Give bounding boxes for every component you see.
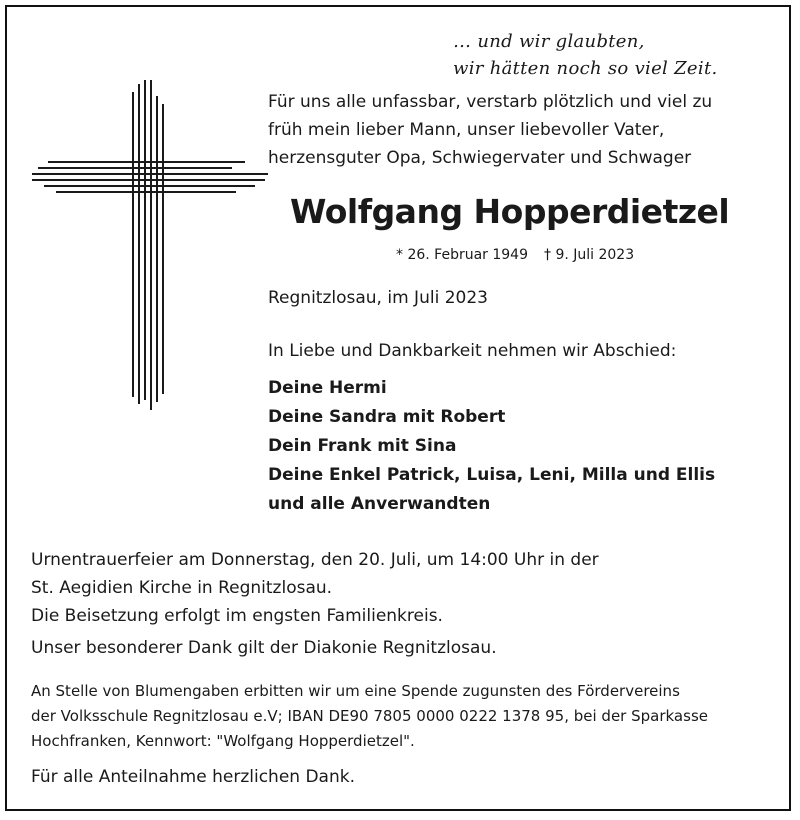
place-date: Regnitzlosau, im Juli 2023	[268, 288, 488, 308]
cross-icon	[0, 0, 280, 420]
mourner: und alle Anverwandten	[268, 494, 491, 514]
mourner: Dein Frank mit Sina	[268, 436, 457, 456]
life-dates	[396, 245, 634, 265]
birth-date: * 26. Februar 1949	[396, 247, 528, 263]
mourner: Deine Sandra mit Robert	[268, 407, 506, 427]
deceased-name: Wolfgang Hopperdietzel	[290, 192, 730, 231]
intro-text: Für uns alle unfassbar, verstarb plötzlich und viel zu früh mein lieber Mann, unser liebevoller Vater, herzensguter Opa, Schwiegervater und Schwager	[268, 92, 713, 168]
service-info: Urnentrauerfeier am Donnerstag, den 20. Juli, um 14:00 Uhr in der St. Aegidien Kirche in Regnitzlosau. Die Beisetzung erfolgt im engsten Familienkreis.	[31, 550, 599, 626]
donation-info: An Stelle von Blumengaben erbitten wir um eine Spende zugunsten des Fördervereins der Volksschule Regnitzlosau e.V; IBAN DE90 7805 0000 0222 1378 95, bei der Sparkasse Hochfranken, Kennwort: "Wolfgang Hopperdietzel".	[31, 682, 708, 750]
farewell-line: In Liebe und Dankbarkeit nehmen wir Abschied:	[268, 341, 677, 361]
mourner: Deine Enkel Patrick, Luisa, Leni, Milla und Ellis	[268, 465, 716, 485]
closing-thanks: Für alle Anteilnahme herzlichen Dank.	[31, 767, 355, 787]
death-date: † 9. Juli 2023	[544, 247, 635, 263]
mourners-list	[268, 374, 715, 519]
thanks-diakonie: Unser besonderer Dank gilt der Diakonie Regnitzlosau.	[31, 638, 497, 658]
mourner: Deine Hermi	[268, 378, 387, 398]
quote-text: … und wir glaubten, wir hätten noch so viel Zeit.	[453, 31, 718, 79]
